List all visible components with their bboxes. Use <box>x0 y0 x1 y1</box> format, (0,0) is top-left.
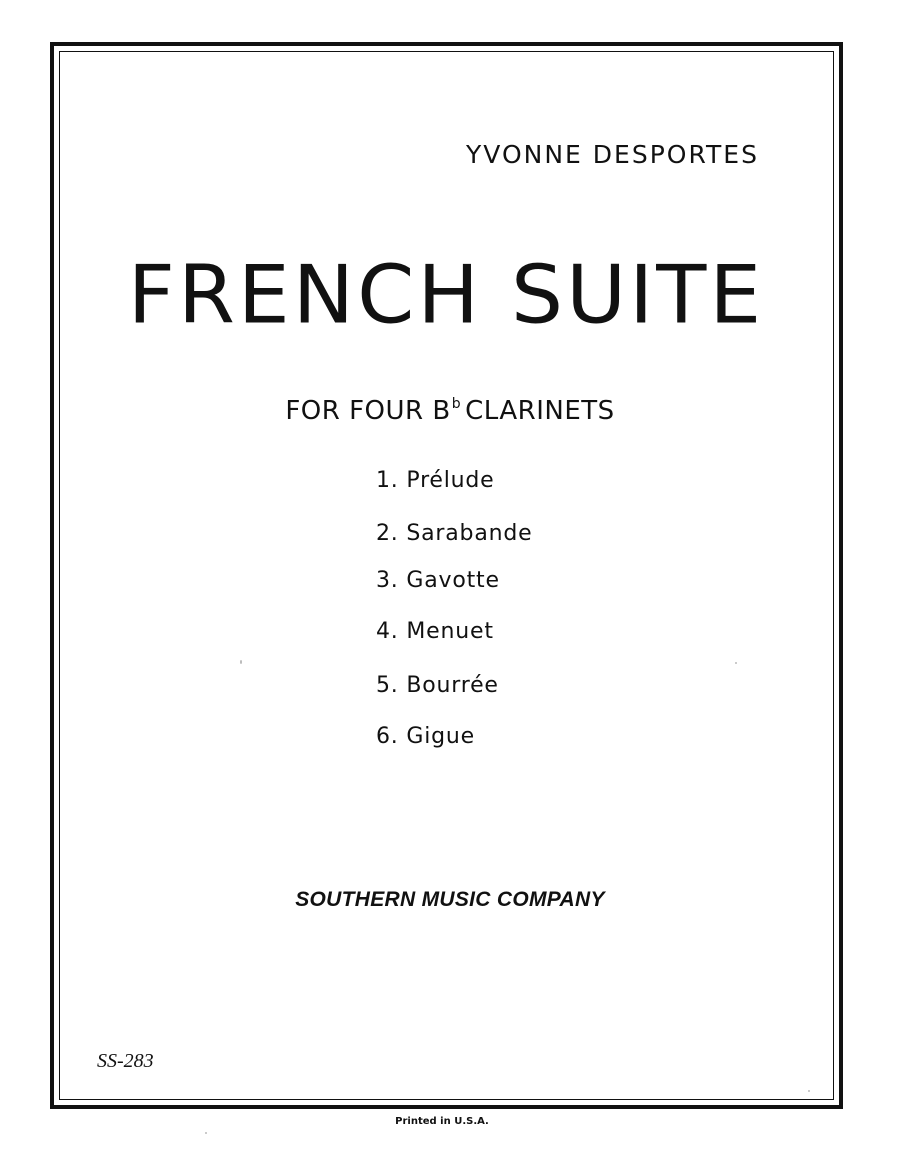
movement-item: 3. Gavotte <box>376 568 500 593</box>
paper-speck <box>808 1090 810 1092</box>
movement-item: 2. Sarabande <box>376 521 533 546</box>
movement-item: 4. Menuet <box>376 619 494 644</box>
printed-notice: Printed in U.S.A. <box>395 1116 489 1127</box>
paper-speck <box>735 662 737 664</box>
title-text: FRENCH SUITE <box>127 248 765 343</box>
instrumentation-subtitle <box>60 396 840 426</box>
paper-speck <box>240 660 242 664</box>
subtitle-before: FOR FOUR B <box>285 396 451 426</box>
flat-sign: b <box>451 396 462 412</box>
movement-item: 1. Prélude <box>376 468 495 493</box>
composer-name: YVONNE DESPORTES <box>466 140 759 169</box>
movement-item: 5. Bourrée <box>376 673 499 698</box>
movement-item: 6. Gigue <box>376 724 475 749</box>
subtitle-after: CLARINETS <box>465 396 615 426</box>
publisher-name: SOUTHERN MUSIC COMPANY <box>295 888 605 911</box>
catalog-number: SS-283 <box>97 1050 154 1072</box>
paper-speck <box>205 1132 207 1134</box>
page-title <box>60 249 832 342</box>
